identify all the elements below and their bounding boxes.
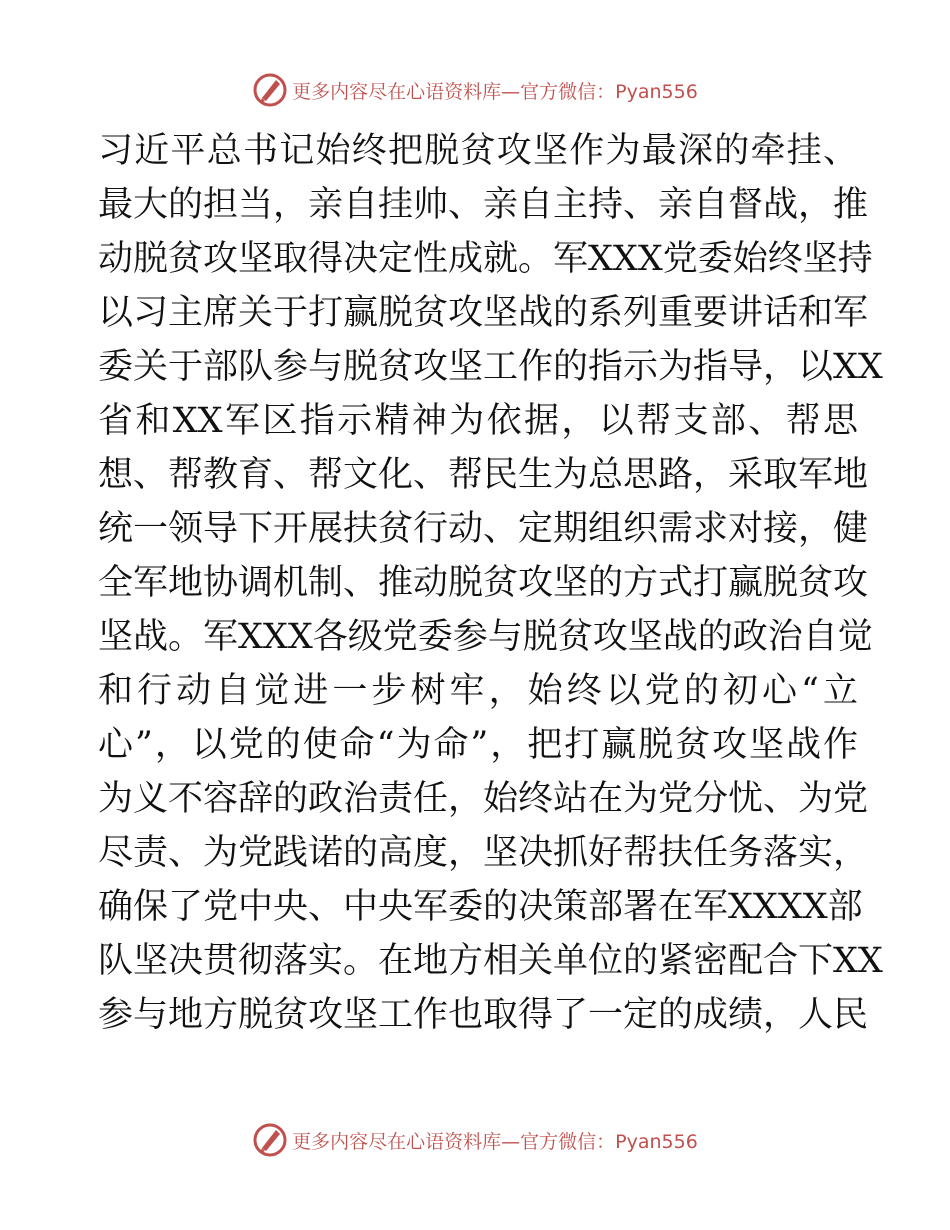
text-line: 尽责、为党践诺的高度，坚决抓好帮扶任务落实， xyxy=(98,833,869,873)
text-line: 参与地方脱贫攻坚工作也取得了一定的成绩，人民 xyxy=(98,995,869,1035)
text-line: 省和XX军区指示精神为依据，以帮支部、帮思 xyxy=(98,401,858,441)
text-line: 坚战。军XXX各级党委参与脱贫攻坚战的政治自觉 xyxy=(98,617,873,657)
text-line: 动脱贫攻坚取得决定性成就。军XXX党委始终坚持 xyxy=(98,239,873,279)
pen-logo-icon xyxy=(252,72,288,108)
pen-logo-icon xyxy=(252,1122,288,1158)
text-line: 统一领导下开展扶贫行动、定期组织需求对接，健 xyxy=(98,509,869,549)
text-line: 习近平总书记始终把脱贫攻坚作为最深的牵挂、 xyxy=(98,131,858,171)
header-banner-text: 更多内容尽在心语资料库—官方微信：Pyan556 xyxy=(292,80,698,103)
text-line: 全军地协调机制、推动脱贫攻坚的方式打赢脱贫攻 xyxy=(98,563,869,603)
text-line: 以习主席关于打赢脱贫攻坚战的系列重要讲话和军 xyxy=(98,293,869,333)
body-text xyxy=(98,124,883,1042)
text-line: 心”，以党的使命“为命”，把打赢脱贫攻坚战作 xyxy=(98,725,858,765)
text-line: 为义不容辞的政治责任，始终站在为党分忧、为党 xyxy=(98,779,869,819)
footer-banner xyxy=(0,1120,950,1160)
footer-banner-text: 更多内容尽在心语资料库—官方微信：Pyan556 xyxy=(292,1130,698,1153)
header-banner xyxy=(0,70,950,110)
text-line: 委关于部队参与脱贫攻坚工作的指示为指导，以XX xyxy=(98,347,883,387)
text-line: 队坚决贯彻落实。在地方相关单位的紧密配合下XX xyxy=(98,941,883,981)
text-line: 确保了党中央、中央军委的决策部署在军XXXX部 xyxy=(98,887,863,927)
text-line: 最大的担当，亲自挂帅、亲自主持、亲自督战，推 xyxy=(98,185,869,225)
text-line: 和行动自觉进一步树牢，始终以党的初心“立 xyxy=(98,671,858,711)
text-line: 想、帮教育、帮文化、帮民生为总思路，采取军地 xyxy=(98,455,869,495)
